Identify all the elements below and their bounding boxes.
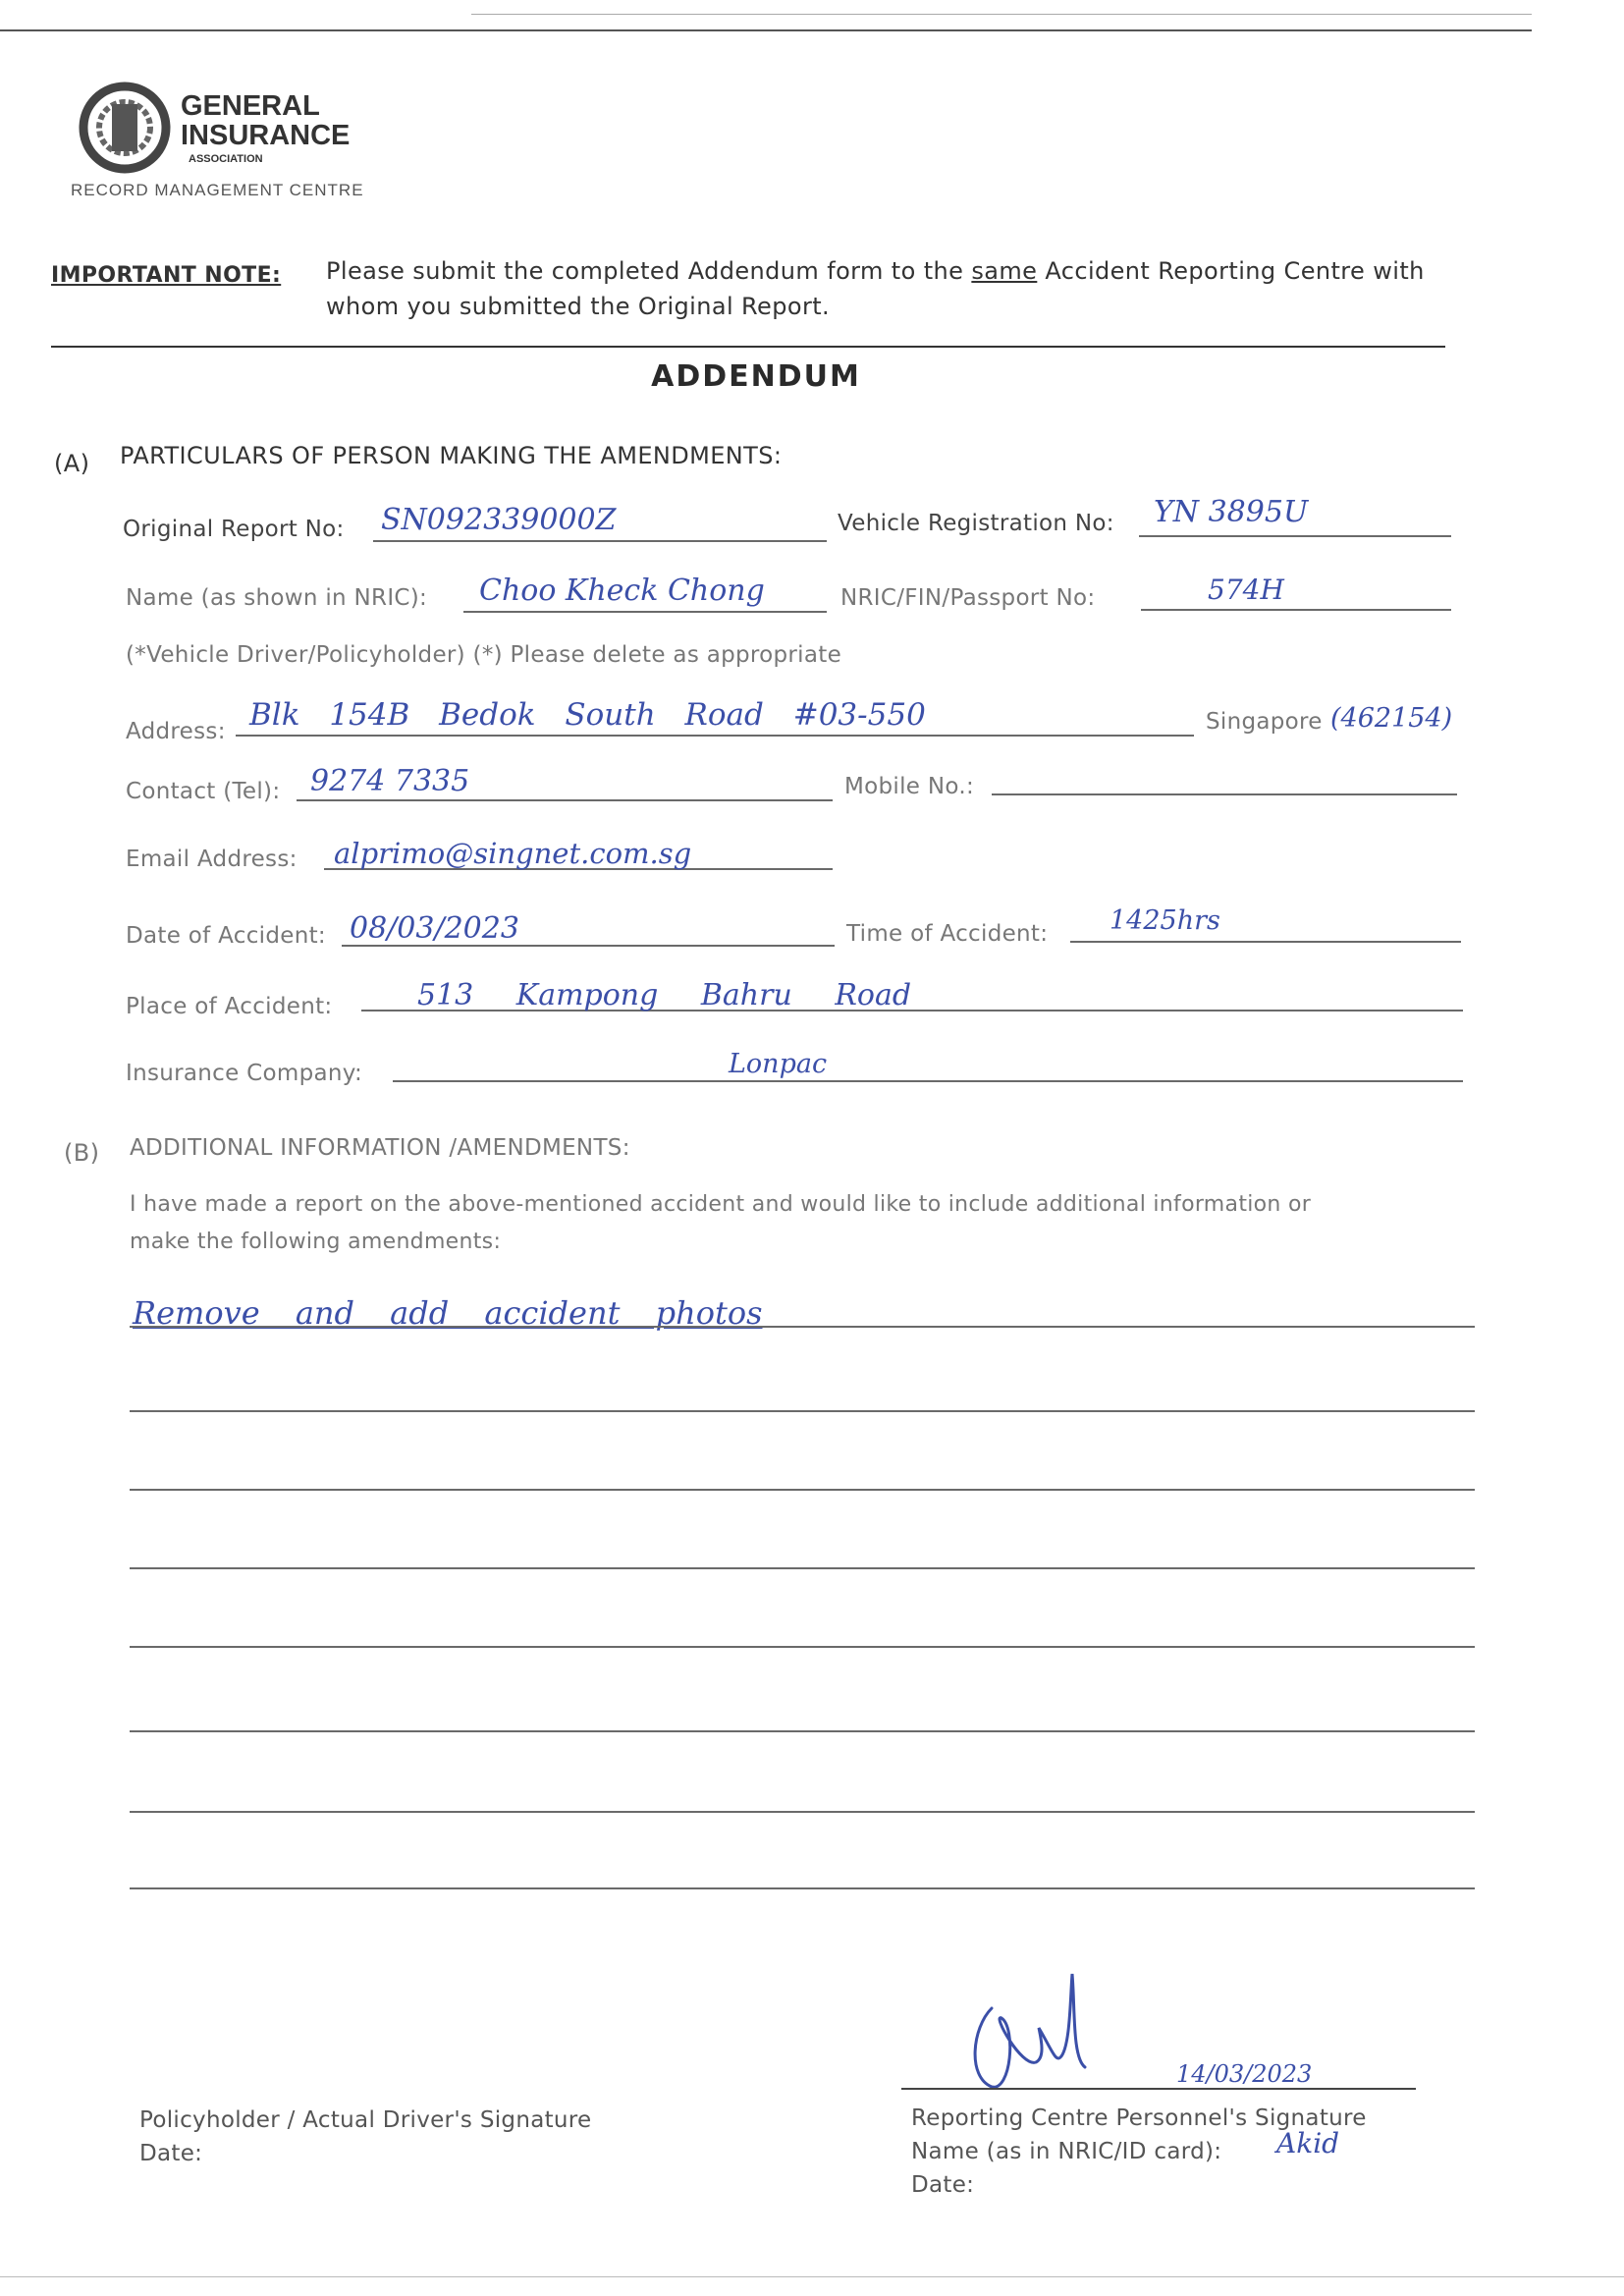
- amendment-text[interactable]: Remove and add accident photos: [133, 1294, 763, 1332]
- address-label: Address:: [126, 719, 226, 744]
- amendment-line-8: [130, 1887, 1475, 1889]
- personnel-date-value[interactable]: 14/03/2023: [1176, 2060, 1313, 2088]
- address-line: [236, 735, 1194, 737]
- contact-line: [297, 799, 833, 801]
- amendment-line-5: [130, 1646, 1475, 1648]
- postal-value[interactable]: (462154): [1330, 703, 1453, 734]
- personnel-signature-label: Reporting Centre Personnel's Signature: [911, 2105, 1367, 2131]
- original-report-label: Original Report No:: [123, 517, 345, 542]
- original-report-line: [373, 540, 827, 542]
- nric-line: [1141, 609, 1451, 611]
- nric-label: NRIC/FIN/Passport No:: [840, 585, 1096, 611]
- name-label: Name (as shown in NRIC):: [126, 585, 428, 611]
- logo-line1: GENERAL: [181, 90, 320, 122]
- name-line: [463, 611, 827, 613]
- date-of-accident-label: Date of Accident:: [126, 923, 326, 949]
- note-text-underlined: same: [971, 257, 1038, 285]
- personnel-name-label: Name (as in NRIC/ID card):: [911, 2139, 1222, 2164]
- insurance-company-value[interactable]: Lonpac: [729, 1049, 828, 1079]
- time-of-accident-label: Time of Accident:: [846, 921, 1049, 947]
- personnel-name-value[interactable]: Akid: [1276, 2127, 1340, 2159]
- amendment-line-1: [130, 1326, 1475, 1328]
- note-text-before: Please submit the completed Addendum form to the: [326, 257, 972, 285]
- personnel-signature-line: [901, 2088, 1416, 2090]
- section-b-heading: ADDITIONAL INFORMATION /AMENDMENTS:: [130, 1135, 630, 1161]
- personnel-signature-scribble: [962, 1969, 1110, 2097]
- contact-value[interactable]: 9274 7335: [310, 764, 470, 798]
- section-a-heading: PARTICULARS OF PERSON MAKING THE AMENDMENTS:: [120, 442, 783, 469]
- insurance-company-line: [393, 1080, 1463, 1082]
- original-report-value[interactable]: SN092339000Z: [381, 503, 617, 537]
- nric-value[interactable]: 574H: [1208, 574, 1284, 606]
- vehicle-reg-label: Vehicle Registration No:: [838, 511, 1114, 536]
- important-note-label: IMPORTANT NOTE:: [51, 263, 282, 288]
- logo-line3: ASSOCIATION: [189, 153, 263, 165]
- vehicle-reg-value[interactable]: YN 3895U: [1154, 495, 1309, 529]
- place-of-accident-value[interactable]: 513 Kampong Bahru Road: [417, 978, 912, 1012]
- amendment-line-3: [130, 1489, 1475, 1491]
- top-edge-line-2: [471, 14, 1532, 15]
- address-value[interactable]: Blk 154B Bedok South Road #03-550: [249, 697, 926, 733]
- amendment-line-7: [130, 1811, 1475, 1813]
- logo-line2: INSURANCE: [181, 120, 351, 151]
- note-text-after: Accident Reporting Centre with: [1037, 257, 1425, 285]
- section-b-intro-line1: I have made a report on the above-mentioned accident and would like to include additional information or: [130, 1192, 1312, 1217]
- email-value[interactable]: alprimo@singnet.com.sg: [334, 837, 692, 870]
- section-a-letter: (A): [54, 450, 90, 477]
- amendment-line-4: [130, 1567, 1475, 1569]
- important-note-line2: whom you submitted the Original Report.: [326, 293, 831, 320]
- amendment-line-6: [130, 1730, 1475, 1732]
- section-b-letter: (B): [64, 1139, 100, 1167]
- top-edge-line: [0, 29, 1532, 31]
- personnel-date-label: Date:: [911, 2172, 975, 2198]
- section-b-intro-line2: make the following amendments:: [130, 1230, 502, 1254]
- mobile-line: [992, 793, 1457, 795]
- policyholder-signature-label: Policyholder / Actual Driver's Signature: [139, 2107, 592, 2133]
- date-of-accident-value[interactable]: 08/03/2023: [350, 911, 519, 946]
- place-of-accident-label: Place of Accident:: [126, 994, 333, 1019]
- gia-logo: [71, 77, 385, 214]
- time-of-accident-value[interactable]: 1425hrs: [1110, 905, 1220, 936]
- mobile-label: Mobile No.:: [844, 774, 974, 799]
- amendment-line-2: [130, 1410, 1475, 1412]
- name-value[interactable]: Choo Kheck Chong: [479, 574, 765, 608]
- gia-emblem-icon: [71, 77, 179, 180]
- singapore-label: Singapore: [1206, 709, 1323, 735]
- note-divider: [51, 346, 1445, 348]
- email-label: Email Address:: [126, 847, 298, 872]
- important-note-text: [326, 257, 1425, 285]
- vehicle-reg-line: [1139, 535, 1451, 537]
- role-note: (*Vehicle Driver/Policyholder) (*) Please delete as appropriate: [126, 642, 842, 668]
- contact-label: Contact (Tel):: [126, 779, 281, 804]
- time-of-accident-line: [1070, 941, 1461, 943]
- insurance-company-label: Insurance Company:: [126, 1061, 363, 1086]
- page-title: ADDENDUM: [651, 359, 861, 394]
- logo-centre: RECORD MANAGEMENT CENTRE: [71, 181, 364, 199]
- policyholder-date-label: Date:: [139, 2141, 203, 2166]
- bottom-edge-line: [0, 2276, 1624, 2277]
